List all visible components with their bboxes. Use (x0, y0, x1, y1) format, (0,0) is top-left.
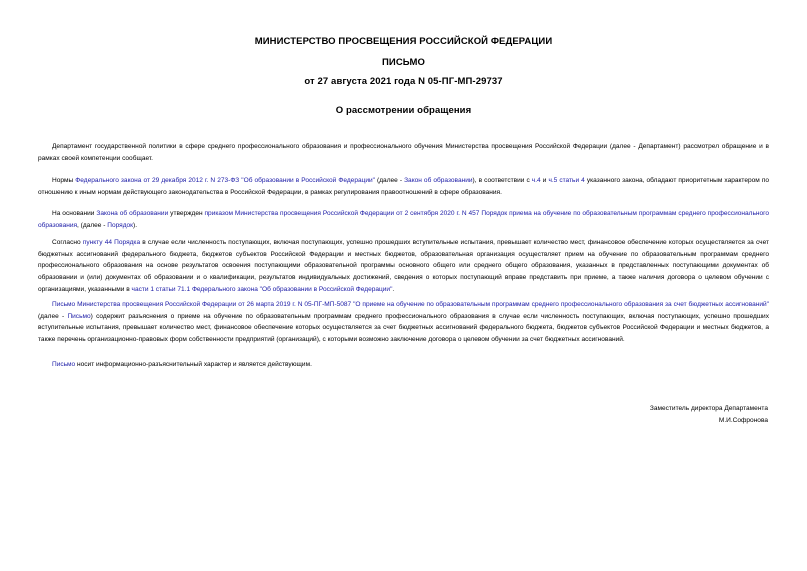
link-letter-short[interactable]: Письмо (52, 361, 76, 368)
signatory-name: М.И.Софронова (718, 416, 768, 424)
link-education-law[interactable]: Закон об образовании (404, 177, 473, 184)
paragraph-text: и (540, 177, 549, 184)
paragraph-letter-2019 (38, 299, 769, 346)
paragraph-law-norms (38, 175, 769, 198)
link-procedure-short[interactable]: Порядок (107, 221, 134, 229)
subject-heading: О рассмотрении обращения (335, 105, 472, 116)
paragraph-text: Нормы (52, 177, 76, 184)
paragraph-text: (далее - (38, 312, 68, 320)
paragraph-text: . (392, 285, 395, 293)
paragraph-text: указанного закона, обладают приоритетным характером по отношению к иным нормам действующего законодательства в Российской Федерации, в рамках регулирования правоотношений в сфере образования. (38, 177, 770, 196)
link-letter-5087[interactable]: Письмо Министерства просвещения Российской Федерации от 26 марта 2019 г. N 05-ПГ-МП-5087 "О приеме на обучение по образовательным программам среднего профессионального образования за счет бюджетных ассигнований" (52, 301, 769, 308)
paragraph-admission-order (38, 208, 769, 231)
paragraph-text: носит информационно-разъяснительный характер и является действующим. (75, 361, 312, 368)
paragraph-text: На основании (52, 210, 97, 217)
link-item-44[interactable]: пункту 44 Порядка (82, 239, 141, 246)
paragraph-text: Департамент государственной политики в сфере среднего профессионального образования и профессионального обучения Министерства просвещения Российской Федерации (далее - Департамент) рассмотрел обращение и в рамках своей компетенции сообщает. (38, 143, 769, 162)
paragraph-text: , (далее - (77, 221, 108, 229)
link-order-457[interactable]: приказом Министерства просвещения Российской Федерации от 2 сентября 2020 г. N 457 (204, 210, 480, 217)
paragraph-text: ) содержит разъяснения о приеме на обучение по образовательным программам среднего профессионального образования в случае если численность поступающих, включая поступающих, успешно прошедших вступительные испытания, превышает количество мест, финансовое обеспечение которых осуществляется за счет бюджетных ассигнований федерального бюджета, бюджетов субъектов Российской Федерации и местных бюджетов, а также перечень организационно-правовых форм собственности предприятий (организаций), с которыми возможно заключение договора о целевом обучении за счет бюджетных ассигнований. (38, 312, 769, 344)
paragraph-text: в случае если численность поступающих, включая поступающих, успешно прошедших вступительные испытания, превышает количество мест, финансовое обеспечение которых осуществляется за счет бюджетных ассигнований федерального бюджета, бюджетов субъектов Российской Федерации и местных бюджетов, образовательная организация осуществляет прием на обучение по образовательным программам среднего профессионального образования на основе результатов освоения поступающими образовательной программы основного общего или среднего общего образования, указанных в представленных поступающими документах об образовании и (или) документах об образовании и о квалификации, результатов индивидуальных достижений, сведения о которых поступающий вправе представить при приеме, а также наличия договора о целевом обучении с организациями, указанными в (38, 239, 769, 293)
paragraph-text: ), в соответствии с (472, 177, 532, 184)
link-admission-procedure[interactable]: Порядок приема на обучение по образовательным программам среднего профессионального образования (38, 210, 769, 229)
link-part-5-article-4[interactable]: ч.5 статьи 4 (548, 177, 585, 184)
link-article-71-1[interactable]: части 1 статьи 71.1 Федерального закона "Об образовании в Российской Федерации" (131, 285, 393, 293)
link-federal-law-273[interactable]: Федерального закона от 29 декабря 2012 г. N 273-ФЗ "Об образовании в Российской Федерации" (75, 177, 375, 184)
paragraph-text: Согласно (52, 239, 83, 246)
document-type-heading: ПИСЬМО (381, 57, 425, 68)
paragraph-letter-status (38, 359, 769, 371)
ministry-heading: МИНИСТЕРСТВО ПРОСВЕЩЕНИЯ РОССИЙСКОЙ ФЕДЕРАЦИИ (254, 36, 553, 47)
date-number-heading: от 27 августа 2021 года N 05-ПГ-МП-29737 (304, 76, 503, 87)
signature-block (650, 403, 768, 426)
paragraph-item-44 (38, 237, 769, 296)
paragraph-text: ). (133, 221, 138, 229)
signatory-position: Заместитель директора Департамента (649, 405, 768, 412)
link-part-4[interactable]: ч.4 (531, 177, 541, 184)
paragraph-intro (38, 141, 769, 164)
paragraph-text: (далее - (375, 177, 405, 184)
link-letter-short[interactable]: Письмо (67, 312, 91, 320)
paragraph-text: утвержден (168, 210, 205, 217)
link-education-law[interactable]: Закона об образовании (96, 210, 169, 217)
